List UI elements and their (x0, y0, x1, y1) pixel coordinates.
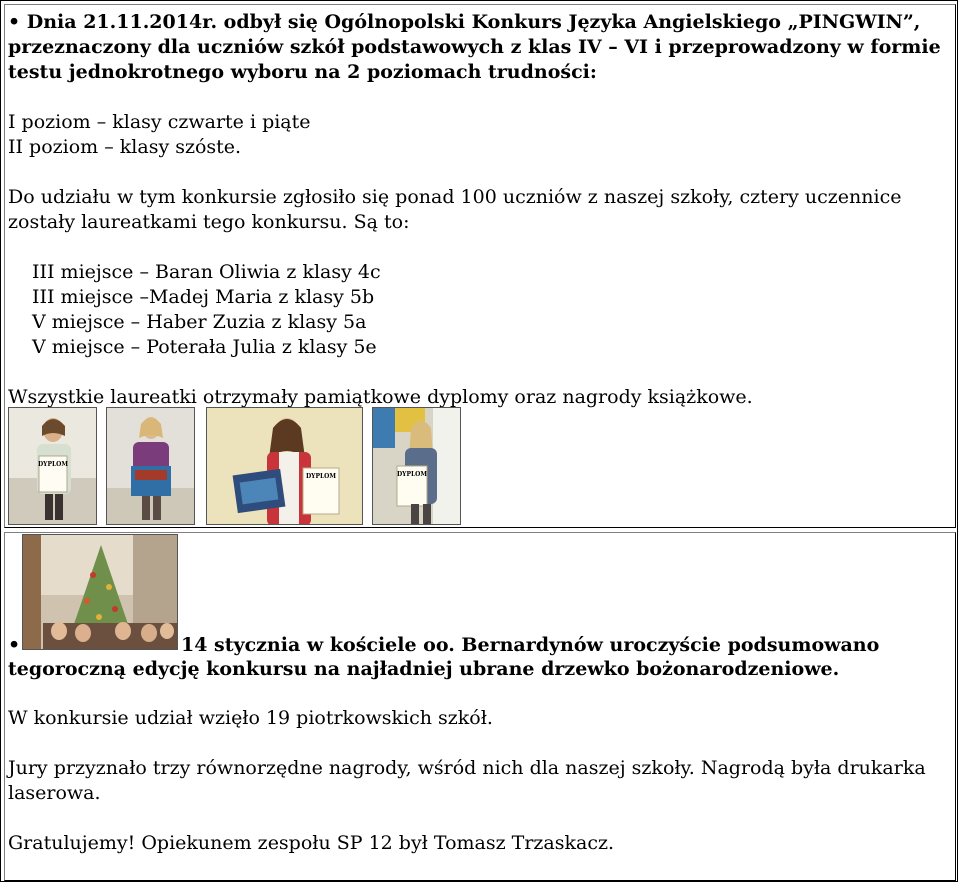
participation-line2: zostały laureatkami tego konkursu. Są to: (8, 211, 410, 233)
tree-heading-line1: 14 stycznia w kościele oo. Bernardynów uroczyście podsumowano (181, 634, 880, 656)
summary-text: Wszystkie laureatki otrzymały pamiątkowe dyplomy oraz nagrody książkowe. (8, 386, 753, 408)
level-1-text: I poziom – klasy czwarte i piąte (8, 111, 311, 133)
news-cell-pingwin (4, 4, 956, 528)
laureate-photo-2 (106, 407, 195, 525)
winner-item: V miejsce – Haber Zuzia z klasy 5a (32, 311, 367, 333)
pingwin-heading-line2: przeznaczony dla uczniów szkół podstawowych z klas IV – VI i przeprowadzony w formie (8, 36, 941, 58)
laureate-photo-3 (206, 407, 363, 525)
bullet: • (8, 634, 21, 656)
pingwin-heading-line1: • Dnia 21.11.2014r. odbył się Ogólnopolski Konkurs Języka Angielskiego „PINGWIN”, (8, 11, 921, 33)
jury-line2: laserowa. (8, 782, 101, 804)
laureate-photo-1 (8, 407, 97, 525)
pingwin-heading-line3: testu jednokrotnego wyboru na 2 poziomach trudności: (8, 61, 597, 83)
winner-item: III miejsce –Madej Maria z klasy 5b (32, 286, 375, 308)
christmas-tree-photo (22, 534, 178, 650)
tree-heading-line2: tegoroczną edycję konkursu na najładniej ubrane drzewko bożonarodzeniowe. (8, 658, 840, 680)
winner-item: III miejsce – Baran Oliwia z klasy 4c (32, 261, 381, 283)
laureate-photo-4 (372, 407, 461, 525)
participation-line1: Do udziału w tym konkursie zgłosiło się ponad 100 uczniów z naszej szkoły, cztery uczennice (8, 186, 902, 208)
svg-text:DYPLOM: DYPLOM (396, 471, 428, 478)
congrats-text: Gratulujemy! Opiekunem zespołu SP 12 był Tomasz Trzaskacz. (8, 832, 615, 854)
svg-text:DYPLOM: DYPLOM (37, 461, 69, 468)
winner-item: V miejsce – Poterała Julia z klasy 5e (32, 336, 377, 358)
level-2-text: II poziom – klasy szóste. (8, 136, 242, 158)
schools-count-text: W konkursie udział wzięło 19 piotrkowskich szkół. (8, 707, 493, 729)
news-cell-christmas-tree (4, 532, 956, 881)
svg-text:DYPLOM: DYPLOM (305, 473, 337, 480)
jury-line1: Jury przyznało trzy równorzędne nagrody, wśród nich dla naszej szkoły. Nagrodą była drukarka (8, 757, 926, 779)
